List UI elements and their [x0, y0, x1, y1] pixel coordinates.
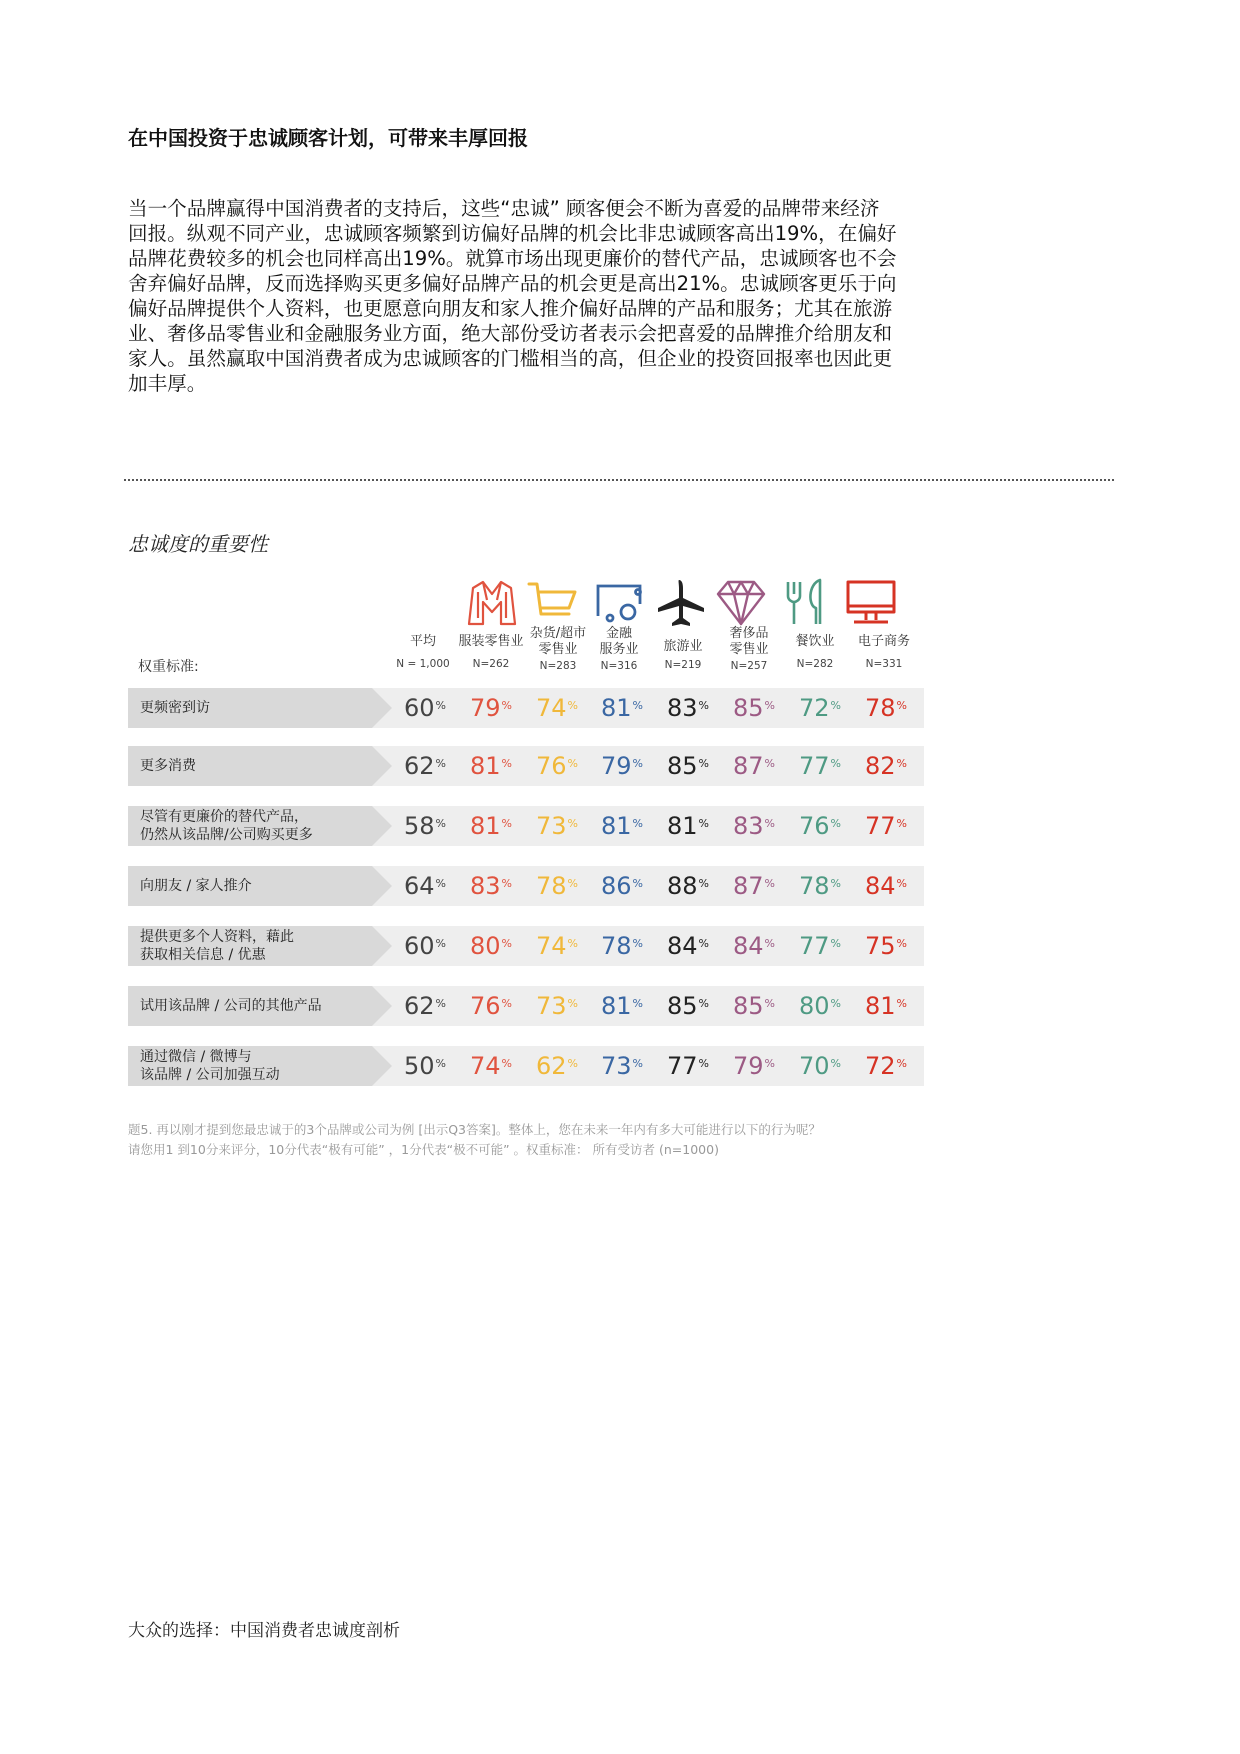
percent-sign: %	[830, 816, 841, 830]
row-label-line: 仍然从该品牌/公司购买更多	[140, 827, 313, 843]
sample-size: N=262	[472, 658, 510, 670]
value-cell	[787, 1046, 853, 1086]
percent-sign: %	[764, 996, 775, 1010]
value-cell	[655, 1046, 721, 1086]
value-number: 58	[404, 812, 435, 840]
percent-sign: %	[764, 698, 775, 712]
survey-note	[128, 1120, 958, 1160]
section-title: 忠诚度的重要性	[128, 532, 268, 556]
value-number: 70	[799, 1052, 830, 1080]
intro-line: 舍弃偏好品牌，反而选择购买更多偏好品牌产品的机会更是高出21%。忠诚顾客更乐于向	[128, 272, 897, 295]
percent-sign: %	[567, 698, 578, 712]
percent-sign: %	[435, 936, 446, 950]
value-cell	[655, 746, 721, 786]
percent-sign: %	[435, 756, 446, 770]
value-cell	[392, 986, 458, 1026]
value-number: 81	[470, 812, 501, 840]
value-number: 80	[799, 992, 830, 1020]
value-cell	[458, 806, 524, 846]
value-cell	[787, 688, 853, 728]
percent-sign: %	[632, 996, 643, 1010]
value-number: 79	[601, 752, 632, 780]
value-cell	[655, 866, 721, 906]
percent-sign: %	[632, 1056, 643, 1070]
percent-sign: %	[567, 1056, 578, 1070]
value-cell	[721, 866, 787, 906]
value-number: 83	[470, 872, 501, 900]
percent-sign: %	[698, 698, 709, 712]
percent-sign: %	[501, 756, 512, 770]
value-number: 81	[470, 752, 501, 780]
table-row	[128, 986, 924, 1026]
column-label: 奢侈品	[729, 626, 769, 641]
intro-line: 加丰厚。	[128, 372, 207, 395]
value-cell	[524, 926, 590, 966]
value-number: 72	[799, 694, 830, 722]
column-header-luxury-retail	[716, 626, 782, 672]
value-cell	[853, 688, 919, 728]
table-row	[128, 926, 924, 966]
value-number: 62	[404, 992, 435, 1020]
value-cell	[853, 986, 919, 1026]
value-number: 85	[733, 694, 764, 722]
value-number: 77	[799, 752, 830, 780]
value-cell	[392, 688, 458, 728]
value-number: 82	[865, 752, 896, 780]
value-cell	[589, 986, 655, 1026]
column-label: 餐饮业	[795, 634, 835, 649]
intro-line: 业、奢侈品零售业和金融服务业方面，绝大部份受访者表示会把喜爱的品牌推介给朋友和	[128, 322, 893, 345]
row-label	[140, 688, 380, 728]
note-line: 请您用1 到10分来评分，10分代表“极有可能” ，1分代表“极不可能” 。权重标准： 所有受访者 (n=1000)	[128, 1142, 719, 1157]
sample-size: N = 1,000	[396, 658, 450, 670]
basis-label: 权重标准:	[138, 659, 199, 675]
value-cell	[392, 746, 458, 786]
value-number: 78	[799, 872, 830, 900]
value-number: 83	[667, 694, 698, 722]
value-cell	[458, 688, 524, 728]
value-number: 79	[470, 694, 501, 722]
percent-sign: %	[764, 756, 775, 770]
value-number: 62	[404, 752, 435, 780]
table-row	[128, 746, 924, 786]
page-heading: 在中国投资于忠诚顾客计划，可带来丰厚回报	[128, 126, 528, 150]
value-cell	[853, 746, 919, 786]
value-cell	[721, 986, 787, 1026]
column-header-financial-services	[586, 626, 652, 672]
value-number: 73	[536, 992, 567, 1020]
value-number: 72	[865, 1052, 896, 1080]
table-row	[128, 866, 924, 906]
row-label-line: 获取相关信息 / 优惠	[140, 947, 266, 963]
percent-sign: %	[764, 816, 775, 830]
intro-line: 品牌花费较多的机会也同样高出19%。就算市场出现更廉价的替代产品，忠诚顾客也不会	[128, 247, 897, 270]
value-number: 74	[536, 932, 567, 960]
percent-sign: %	[632, 698, 643, 712]
column-label: 旅游业	[663, 639, 703, 654]
value-number: 81	[865, 992, 896, 1020]
value-cell	[721, 746, 787, 786]
value-number: 50	[404, 1052, 435, 1080]
value-cell	[524, 866, 590, 906]
value-number: 86	[601, 872, 632, 900]
column-label: 零售业	[729, 642, 769, 657]
percent-sign: %	[764, 1056, 775, 1070]
percent-sign: %	[698, 876, 709, 890]
column-label: 服务业	[599, 642, 639, 657]
value-cell	[721, 688, 787, 728]
computer-icon	[844, 578, 898, 628]
sample-size: N=257	[730, 660, 768, 672]
value-cell	[589, 926, 655, 966]
value-number: 73	[601, 1052, 632, 1080]
column-label: 电子商务	[857, 634, 910, 649]
column-label: 零售业	[538, 642, 578, 657]
column-label: 服装零售业	[458, 634, 524, 649]
percent-sign: %	[896, 996, 907, 1010]
value-number: 81	[601, 992, 632, 1020]
percent-sign: %	[896, 1056, 907, 1070]
value-number: 77	[799, 932, 830, 960]
percent-sign: %	[435, 876, 446, 890]
value-cell	[524, 806, 590, 846]
value-cell	[524, 1046, 590, 1086]
intro-line: 家人。虽然赢取中国消费者成为忠诚顾客的门槛相当的高，但企业的投资回报率也因此更	[128, 347, 893, 370]
percent-sign: %	[896, 876, 907, 890]
percent-sign: %	[501, 996, 512, 1010]
sample-size: N=219	[664, 659, 702, 671]
dotted-divider	[124, 479, 1114, 481]
percent-sign: %	[435, 698, 446, 712]
percent-sign: %	[567, 756, 578, 770]
sample-size: N=283	[539, 660, 577, 672]
percent-sign: %	[567, 816, 578, 830]
percent-sign: %	[830, 936, 841, 950]
value-cell	[853, 926, 919, 966]
value-number: 80	[470, 932, 501, 960]
value-cell	[721, 806, 787, 846]
column-label: 平均	[409, 634, 436, 649]
sample-size: N=316	[600, 660, 638, 672]
value-cell	[458, 1046, 524, 1086]
value-cell	[589, 806, 655, 846]
value-cell	[458, 926, 524, 966]
percent-sign: %	[698, 996, 709, 1010]
percent-sign: %	[632, 876, 643, 890]
value-number: 78	[865, 694, 896, 722]
percent-sign: %	[567, 876, 578, 890]
value-number: 64	[404, 872, 435, 900]
percent-sign: %	[896, 698, 907, 712]
percent-sign: %	[435, 996, 446, 1010]
row-label-line: 尽管有更廉价的替代产品，	[140, 809, 308, 825]
value-number: 76	[470, 992, 501, 1020]
row-label-line: 该品牌 / 公司加强互动	[140, 1067, 280, 1083]
value-cell	[787, 746, 853, 786]
value-cell	[589, 746, 655, 786]
value-cell	[392, 866, 458, 906]
percent-sign: %	[698, 936, 709, 950]
row-label-line: 更频密到访	[140, 700, 210, 716]
page-footer: 大众的选择：中国消费者忠诚度剖析	[128, 1621, 400, 1641]
value-number: 81	[601, 694, 632, 722]
value-number: 77	[865, 812, 896, 840]
value-number: 84	[733, 932, 764, 960]
value-cell	[524, 746, 590, 786]
percent-sign: %	[698, 756, 709, 770]
clothing-icon	[465, 578, 519, 628]
value-cell	[458, 986, 524, 1026]
sample-size: N=331	[865, 658, 903, 670]
intro-line: 当一个品牌赢得中国消费者的支持后，这些“忠诚” 顾客便会不断为喜爱的品牌带来经济	[128, 197, 880, 220]
percent-sign: %	[501, 698, 512, 712]
value-number: 60	[404, 694, 435, 722]
percent-sign: %	[567, 996, 578, 1010]
value-cell	[721, 1046, 787, 1086]
percent-sign: %	[830, 996, 841, 1010]
column-header-average	[395, 634, 451, 670]
value-number: 84	[865, 872, 896, 900]
percent-sign: %	[830, 698, 841, 712]
value-cell	[589, 866, 655, 906]
value-cell	[458, 866, 524, 906]
value-cell	[458, 746, 524, 786]
value-number: 84	[667, 932, 698, 960]
percent-sign: %	[632, 816, 643, 830]
row-label-line: 试用该品牌 / 公司的其他产品	[140, 998, 322, 1014]
percent-sign: %	[501, 816, 512, 830]
value-number: 62	[536, 1052, 567, 1080]
percent-sign: %	[501, 1056, 512, 1070]
sample-size: N=282	[796, 658, 834, 670]
value-cell	[655, 688, 721, 728]
value-cell	[524, 688, 590, 728]
row-label	[140, 866, 380, 906]
column-label: 金融	[605, 626, 632, 641]
row-label-line: 向朋友 / 家人推介	[140, 878, 252, 894]
row-label	[140, 1046, 380, 1086]
value-number: 76	[799, 812, 830, 840]
value-cell	[589, 688, 655, 728]
table-row	[128, 806, 924, 846]
value-number: 73	[536, 812, 567, 840]
value-number: 83	[733, 812, 764, 840]
value-number: 88	[667, 872, 698, 900]
value-number: 75	[865, 932, 896, 960]
value-number: 76	[536, 752, 567, 780]
value-cell	[787, 866, 853, 906]
fork-knife-icon	[780, 578, 834, 628]
value-number: 87	[733, 872, 764, 900]
value-cell	[392, 806, 458, 846]
percent-sign: %	[698, 1056, 709, 1070]
percent-sign: %	[501, 936, 512, 950]
value-cell	[392, 926, 458, 966]
row-label-line: 通过微信 / 微博与	[140, 1049, 252, 1065]
row-label-line: 提供更多个人资料，藉此	[140, 929, 294, 945]
percent-sign: %	[698, 816, 709, 830]
value-cell	[853, 1046, 919, 1086]
percent-sign: %	[501, 876, 512, 890]
percent-sign: %	[435, 816, 446, 830]
value-number: 79	[733, 1052, 764, 1080]
table-row	[128, 688, 924, 728]
airplane-icon	[654, 578, 708, 628]
value-cell	[853, 866, 919, 906]
column-label: 杂货/超市	[529, 626, 587, 641]
percent-sign: %	[896, 816, 907, 830]
value-cell	[655, 926, 721, 966]
column-header-travel	[650, 639, 716, 671]
percent-sign: %	[896, 756, 907, 770]
value-cell	[392, 1046, 458, 1086]
value-cell	[787, 926, 853, 966]
column-header-food-beverage	[782, 634, 848, 670]
intro-line: 回报。纵观不同产业，忠诚顾客频繁到访偏好品牌的机会比非忠诚顾客高出19%，在偏好	[128, 222, 897, 245]
value-number: 78	[601, 932, 632, 960]
value-number: 81	[601, 812, 632, 840]
value-number: 60	[404, 932, 435, 960]
percent-sign: %	[632, 936, 643, 950]
diamond-icon	[714, 578, 768, 628]
percent-sign: %	[567, 936, 578, 950]
finance-card-icon	[592, 578, 646, 628]
value-number: 74	[470, 1052, 501, 1080]
note-line: 题5. 再以刚才提到您最忠诚于的3个品牌或公司为例 [出示Q3答案]。整体上，您在未来一年内有多大可能进行以下的行为呢？	[128, 1122, 821, 1137]
row-label	[140, 746, 380, 786]
percent-sign: %	[764, 876, 775, 890]
value-number: 81	[667, 812, 698, 840]
value-cell	[853, 806, 919, 846]
value-number: 77	[667, 1052, 698, 1080]
shopping-cart-icon	[525, 578, 579, 628]
row-label	[140, 806, 380, 846]
percent-sign: %	[896, 936, 907, 950]
value-number: 85	[667, 992, 698, 1020]
value-cell	[589, 1046, 655, 1086]
intro-paragraph	[128, 196, 954, 396]
row-label	[140, 926, 380, 966]
row-label	[140, 986, 380, 1026]
percent-sign: %	[830, 756, 841, 770]
value-cell	[721, 926, 787, 966]
column-header-grocery-retail	[520, 626, 596, 672]
table-row	[128, 1046, 924, 1086]
value-number: 85	[667, 752, 698, 780]
value-cell	[655, 806, 721, 846]
value-cell	[787, 986, 853, 1026]
value-number: 74	[536, 694, 567, 722]
row-label-line: 更多消费	[140, 758, 196, 774]
percent-sign: %	[830, 876, 841, 890]
value-cell	[787, 806, 853, 846]
intro-line: 偏好品牌提供个人资料，也更愿意向朋友和家人推介偏好品牌的产品和服务；尤其在旅游	[128, 297, 893, 320]
value-cell	[655, 986, 721, 1026]
value-cell	[524, 986, 590, 1026]
percent-sign: %	[830, 1056, 841, 1070]
percent-sign: %	[435, 1056, 446, 1070]
value-number: 87	[733, 752, 764, 780]
percent-sign: %	[764, 936, 775, 950]
value-number: 78	[536, 872, 567, 900]
percent-sign: %	[632, 756, 643, 770]
column-header-ecommerce	[848, 634, 920, 670]
value-number: 85	[733, 992, 764, 1020]
